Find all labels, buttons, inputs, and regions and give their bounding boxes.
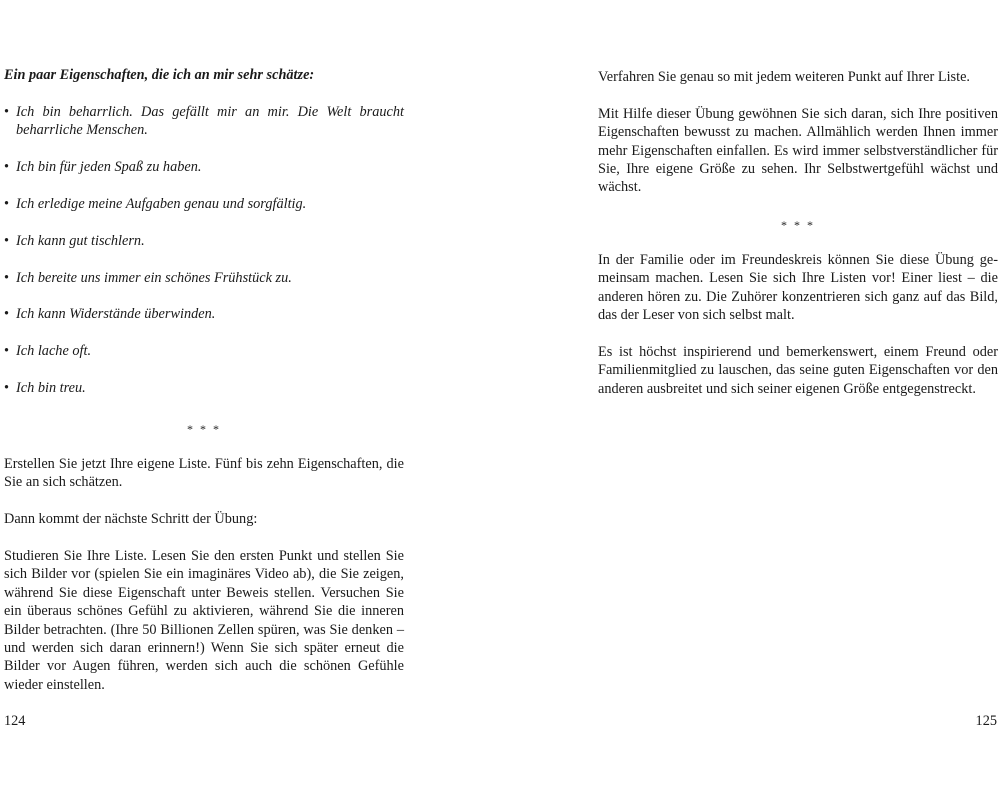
list-item-text: Ich kann gut tischlern. bbox=[16, 232, 145, 249]
section-separator: * * * bbox=[187, 422, 221, 436]
list-item bbox=[4, 305, 404, 323]
left-page-bullet-block bbox=[4, 103, 404, 416]
bullet-icon: • bbox=[4, 306, 10, 323]
right-page-body-top bbox=[598, 68, 998, 215]
right-page-body-bottom bbox=[598, 251, 998, 417]
body-paragraph: Es ist höchst inspirierend und bemerkenswert, einem Freund oder Familienmitglied zu lauschen, das seine guten Eigenschaften vor den anderen ausbreitet und sich seiner eigenen Größe entgegenstreckt. bbox=[598, 344, 998, 397]
list-item bbox=[4, 103, 404, 140]
list-item-text: Ich bin beharrlich. Das gefällt mir an mir. Die Welt braucht beharrliche Menschen. bbox=[16, 104, 404, 139]
body-paragraph: Verfahren Sie genau so mit jedem weiteren Punkt auf Ihrer Liste. bbox=[598, 69, 970, 85]
right-page bbox=[500, 0, 1000, 800]
left-page-heading-block bbox=[4, 66, 404, 84]
body-paragraph: Erstellen Sie jetzt Ihre eigene Liste. Fünf bis zehn Eigenschaften, die Sie an sich schätzen. bbox=[4, 456, 404, 491]
list-item-text: Ich bereite uns immer ein schönes Frühstück zu. bbox=[16, 269, 292, 286]
bullet-icon: • bbox=[4, 379, 10, 396]
bullet-icon: • bbox=[4, 269, 10, 286]
body-paragraph: Studieren Sie Ihre Liste. Lesen Sie den ersten Punkt und stellen Sie sich Bilder vor (spielen Sie ein imaginäres Video ab), die Sie zeigen, während Sie diese Eigenschaft unter Beweis stellen. Versuchen Sie ein überaus schönes Gefühl zu aktivieren, während Sie die inneren Bilder betrachten. (Ihre 50 Billionen Zellen spüren, was Sie denken – und werden sich daran erinnern!) Wenn Sie sich später erneut die Bilder vor Augen führen, werden sich auch die schönen Gefühle wieder einstellen. bbox=[4, 548, 404, 693]
list-item-text: Ich erledige meine Aufgaben genau und sorgfältig. bbox=[16, 196, 307, 212]
list-item bbox=[4, 158, 404, 176]
section-separator: * * * bbox=[781, 218, 815, 232]
bullet-icon: • bbox=[4, 159, 10, 176]
bullet-icon: • bbox=[4, 104, 10, 120]
list-item bbox=[4, 379, 404, 397]
list-item-text: Ich bin für jeden Spaß zu haben. bbox=[16, 159, 202, 176]
page-number-right: 125 bbox=[975, 713, 997, 729]
qualities-list bbox=[4, 103, 404, 397]
list-item-text: Ich lache oft. bbox=[16, 343, 92, 360]
list-item bbox=[4, 269, 404, 287]
list-item bbox=[4, 232, 404, 250]
bullet-icon: • bbox=[4, 343, 10, 360]
list-item bbox=[4, 342, 404, 360]
body-paragraph: Mit Hilfe dieser Übung gewöhnen Sie sich daran, sich Ihre positiven Eigenschaften bewusst zu machen. Allmählich werden Ihnen immer mehr Eigenschaften einfallen. Es wird immer selbstverständlicher für Sie, Ihre eigene Größe zu sehen. Ihr Selbstwertgefühl wächst und wächst. bbox=[598, 105, 998, 196]
list-item-text: Ich bin treu. bbox=[16, 379, 86, 396]
list-item-text: Ich kann Widerstände überwinden. bbox=[16, 306, 216, 323]
list-item bbox=[4, 195, 404, 213]
list-heading: Ein paar Eigenschaften, die ich an mir sehr schätze: bbox=[4, 67, 315, 83]
bullet-icon: • bbox=[4, 196, 10, 212]
bullet-icon: • bbox=[4, 232, 10, 249]
body-paragraph: Dann kommt der nächste Schritt der Übung: bbox=[4, 511, 258, 528]
left-page-body bbox=[4, 455, 404, 713]
body-paragraph: In der Familie oder im Freundeskreis können Sie diese Übung gemeinsam machen. Lesen Sie sich Ihre Listen vor! Einer liest – die anderen hören zu. Die Zuhörer konzentrieren sich ganz auf das Bild, das der Leser von sich selbst malt. bbox=[598, 252, 998, 324]
page-number-left: 124 bbox=[4, 713, 26, 729]
